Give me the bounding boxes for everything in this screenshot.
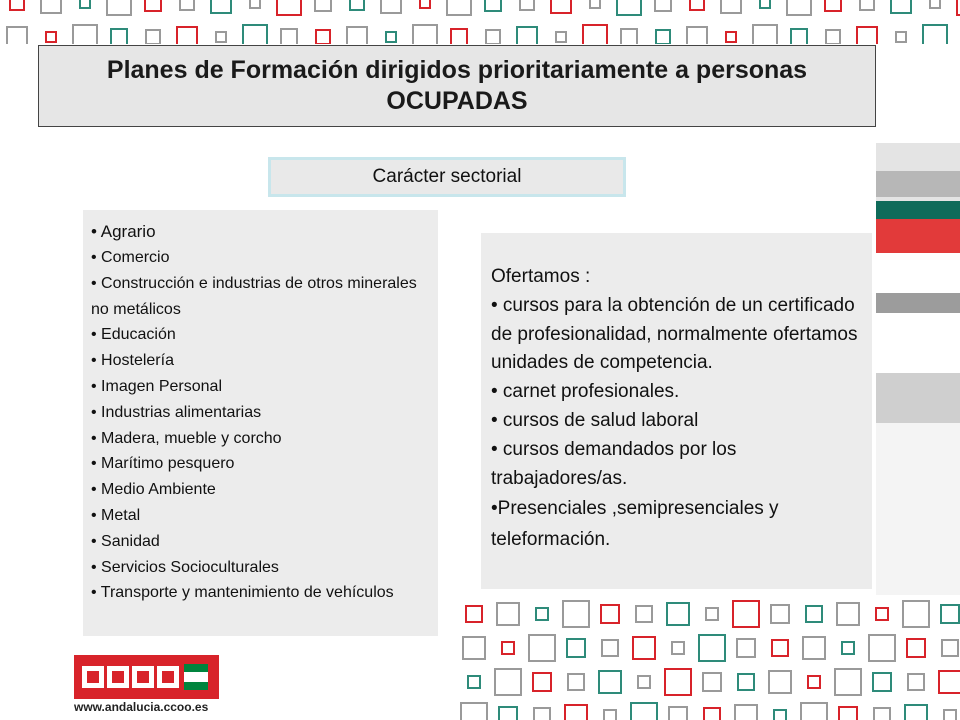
pattern-square bbox=[176, 26, 198, 44]
pattern-square bbox=[768, 670, 792, 694]
top-square-pattern bbox=[0, 0, 960, 44]
pattern-square bbox=[566, 638, 586, 658]
bottom-square-pattern bbox=[457, 593, 960, 720]
pattern-square bbox=[564, 704, 588, 720]
pattern-square bbox=[929, 0, 941, 9]
pattern-square bbox=[528, 634, 556, 662]
pattern-square bbox=[654, 0, 672, 12]
pattern-square bbox=[800, 702, 828, 720]
pattern-square bbox=[943, 709, 957, 720]
pattern-square bbox=[836, 602, 860, 626]
pattern-square bbox=[956, 0, 960, 16]
pattern-square bbox=[773, 709, 787, 720]
pattern-square bbox=[906, 638, 926, 658]
pattern-square bbox=[689, 0, 705, 11]
pattern-square bbox=[249, 0, 261, 9]
pattern-square bbox=[346, 26, 368, 44]
pattern-square bbox=[601, 639, 619, 657]
pattern-square bbox=[856, 26, 878, 44]
pattern-square bbox=[895, 31, 907, 43]
pattern-square bbox=[242, 24, 268, 44]
pattern-square bbox=[802, 636, 826, 660]
pattern-square bbox=[698, 634, 726, 662]
offer-item: • cursos de salud laboral bbox=[491, 409, 699, 431]
pattern-square bbox=[825, 29, 841, 44]
offer-item: •Presenciales ,semipresenciales y teleformación. bbox=[491, 498, 779, 551]
pattern-square bbox=[940, 604, 960, 624]
pattern-square bbox=[467, 675, 481, 689]
pattern-square bbox=[890, 0, 912, 14]
sector-item: • Metal bbox=[91, 506, 141, 524]
pattern-square bbox=[922, 24, 948, 44]
pattern-square bbox=[620, 28, 638, 44]
pattern-square bbox=[736, 638, 756, 658]
pattern-square bbox=[725, 31, 737, 43]
pattern-square bbox=[805, 605, 823, 623]
pattern-square bbox=[110, 28, 128, 44]
offer-item: • carnet profesionales. bbox=[491, 381, 680, 403]
pattern-square bbox=[349, 0, 365, 11]
pattern-square bbox=[664, 668, 692, 696]
pattern-square bbox=[786, 0, 812, 16]
pattern-square bbox=[734, 704, 758, 720]
pattern-square bbox=[859, 0, 875, 11]
logo-letter bbox=[107, 666, 129, 688]
pattern-square bbox=[737, 673, 755, 691]
pattern-square bbox=[770, 604, 790, 624]
pattern-square bbox=[630, 702, 658, 720]
pattern-square bbox=[501, 641, 515, 655]
pattern-square bbox=[637, 675, 651, 689]
pattern-square bbox=[419, 0, 431, 9]
ccoo-logo bbox=[74, 655, 219, 699]
pattern-square bbox=[385, 31, 397, 43]
pattern-square bbox=[834, 668, 862, 696]
pattern-square bbox=[589, 0, 601, 9]
offer-item: • cursos demandados por los trabajadores/as. bbox=[491, 438, 737, 489]
sector-item: • Educación bbox=[91, 326, 176, 344]
pattern-square bbox=[460, 702, 488, 720]
pattern-square bbox=[632, 636, 656, 660]
pattern-square bbox=[450, 28, 468, 44]
pattern-square bbox=[686, 26, 708, 44]
pattern-square bbox=[603, 709, 617, 720]
pattern-square bbox=[315, 29, 331, 44]
pattern-square bbox=[498, 706, 518, 720]
pattern-square bbox=[72, 24, 98, 44]
pattern-square bbox=[732, 600, 760, 628]
pattern-square bbox=[550, 0, 572, 14]
logo-letter bbox=[132, 666, 154, 688]
pattern-square bbox=[446, 0, 472, 16]
pattern-square bbox=[872, 672, 892, 692]
pattern-square bbox=[276, 0, 302, 16]
pattern-square bbox=[485, 29, 501, 44]
pattern-square bbox=[824, 0, 842, 12]
pattern-square bbox=[412, 24, 438, 44]
pattern-square bbox=[45, 31, 57, 43]
pattern-square bbox=[144, 0, 162, 12]
pattern-square bbox=[9, 0, 25, 11]
website-url[interactable]: www.andalucia.ccoo.es bbox=[74, 700, 209, 714]
pattern-square bbox=[535, 607, 549, 621]
pattern-square bbox=[907, 673, 925, 691]
sector-tag-label: Carácter sectorial bbox=[271, 160, 623, 194]
offer-item: • cursos para la obtención de un certificado de profesionalidad, normalmente ofertamos unidades de competencia. bbox=[491, 294, 858, 374]
pattern-square bbox=[600, 604, 620, 624]
pattern-square bbox=[875, 607, 889, 621]
logo-letter bbox=[157, 666, 179, 688]
sector-item: • Marítimo pesquero bbox=[91, 455, 235, 473]
pattern-square bbox=[938, 670, 960, 694]
pattern-square bbox=[533, 707, 551, 720]
andalucia-flag-icon bbox=[184, 664, 208, 690]
offers-box bbox=[481, 233, 872, 589]
pattern-square bbox=[215, 31, 227, 43]
pattern-square bbox=[79, 0, 91, 9]
pattern-square bbox=[705, 607, 719, 621]
pattern-square bbox=[752, 24, 778, 44]
pattern-square bbox=[720, 0, 742, 14]
pattern-square bbox=[496, 602, 520, 626]
sector-item: • Hostelería bbox=[91, 352, 174, 370]
pattern-square bbox=[668, 706, 688, 720]
pattern-square bbox=[838, 706, 858, 720]
pattern-square bbox=[145, 29, 161, 44]
pattern-square bbox=[902, 600, 930, 628]
pattern-square bbox=[790, 28, 808, 44]
pattern-square bbox=[516, 26, 538, 44]
pattern-square bbox=[380, 0, 402, 14]
pattern-square bbox=[6, 26, 28, 44]
pattern-square bbox=[210, 0, 232, 14]
slide-title-box bbox=[38, 45, 876, 127]
pattern-square bbox=[465, 605, 483, 623]
pattern-square bbox=[666, 602, 690, 626]
pattern-square bbox=[567, 673, 585, 691]
pattern-square bbox=[106, 0, 132, 16]
sector-item: • Sanidad bbox=[91, 532, 160, 550]
pattern-square bbox=[703, 707, 721, 720]
decorative-side-image bbox=[876, 143, 960, 595]
pattern-square bbox=[280, 28, 298, 44]
pattern-square bbox=[40, 0, 62, 14]
sector-item: • Madera, mueble y corcho bbox=[91, 429, 282, 447]
sector-item: • Comercio bbox=[91, 249, 170, 266]
pattern-square bbox=[179, 0, 195, 11]
pattern-square bbox=[598, 670, 622, 694]
pattern-square bbox=[807, 675, 821, 689]
pattern-square bbox=[873, 707, 891, 720]
sector-item: • Agrario bbox=[91, 222, 156, 241]
sectors-list bbox=[83, 210, 438, 636]
pattern-square bbox=[655, 29, 671, 44]
sector-item: • Servicios Socioculturales bbox=[91, 558, 279, 576]
sector-item: • Industrias alimentarias bbox=[91, 403, 262, 421]
sector-item: • Medio Ambiente bbox=[91, 481, 216, 499]
pattern-square bbox=[671, 641, 685, 655]
pattern-square bbox=[635, 605, 653, 623]
pattern-square bbox=[494, 668, 522, 696]
offers-heading: Ofertamos : bbox=[491, 266, 591, 287]
pattern-square bbox=[904, 704, 928, 720]
pattern-square bbox=[462, 636, 486, 660]
sector-item: • Imagen Personal bbox=[91, 377, 223, 395]
pattern-square bbox=[519, 0, 535, 11]
pattern-square bbox=[555, 31, 567, 43]
pattern-square bbox=[841, 641, 855, 655]
pattern-square bbox=[532, 672, 552, 692]
pattern-square bbox=[868, 634, 896, 662]
sector-tag bbox=[268, 157, 626, 197]
pattern-square bbox=[484, 0, 502, 12]
pattern-square bbox=[759, 0, 771, 9]
pattern-square bbox=[616, 0, 642, 16]
pattern-square bbox=[582, 24, 608, 44]
pattern-square bbox=[941, 639, 959, 657]
slide-title: Planes de Formación dirigidos prioritariamente a personas OCUPADAS bbox=[106, 56, 808, 115]
sector-item: • Transporte y mantenimiento de vehículos bbox=[91, 584, 394, 602]
pattern-square bbox=[562, 600, 590, 628]
logo-letter bbox=[82, 666, 104, 688]
pattern-square bbox=[771, 639, 789, 657]
sector-item: • Construcción e industrias de otros minerales no metálicos bbox=[91, 274, 417, 318]
pattern-square bbox=[314, 0, 332, 12]
pattern-square bbox=[702, 672, 722, 692]
